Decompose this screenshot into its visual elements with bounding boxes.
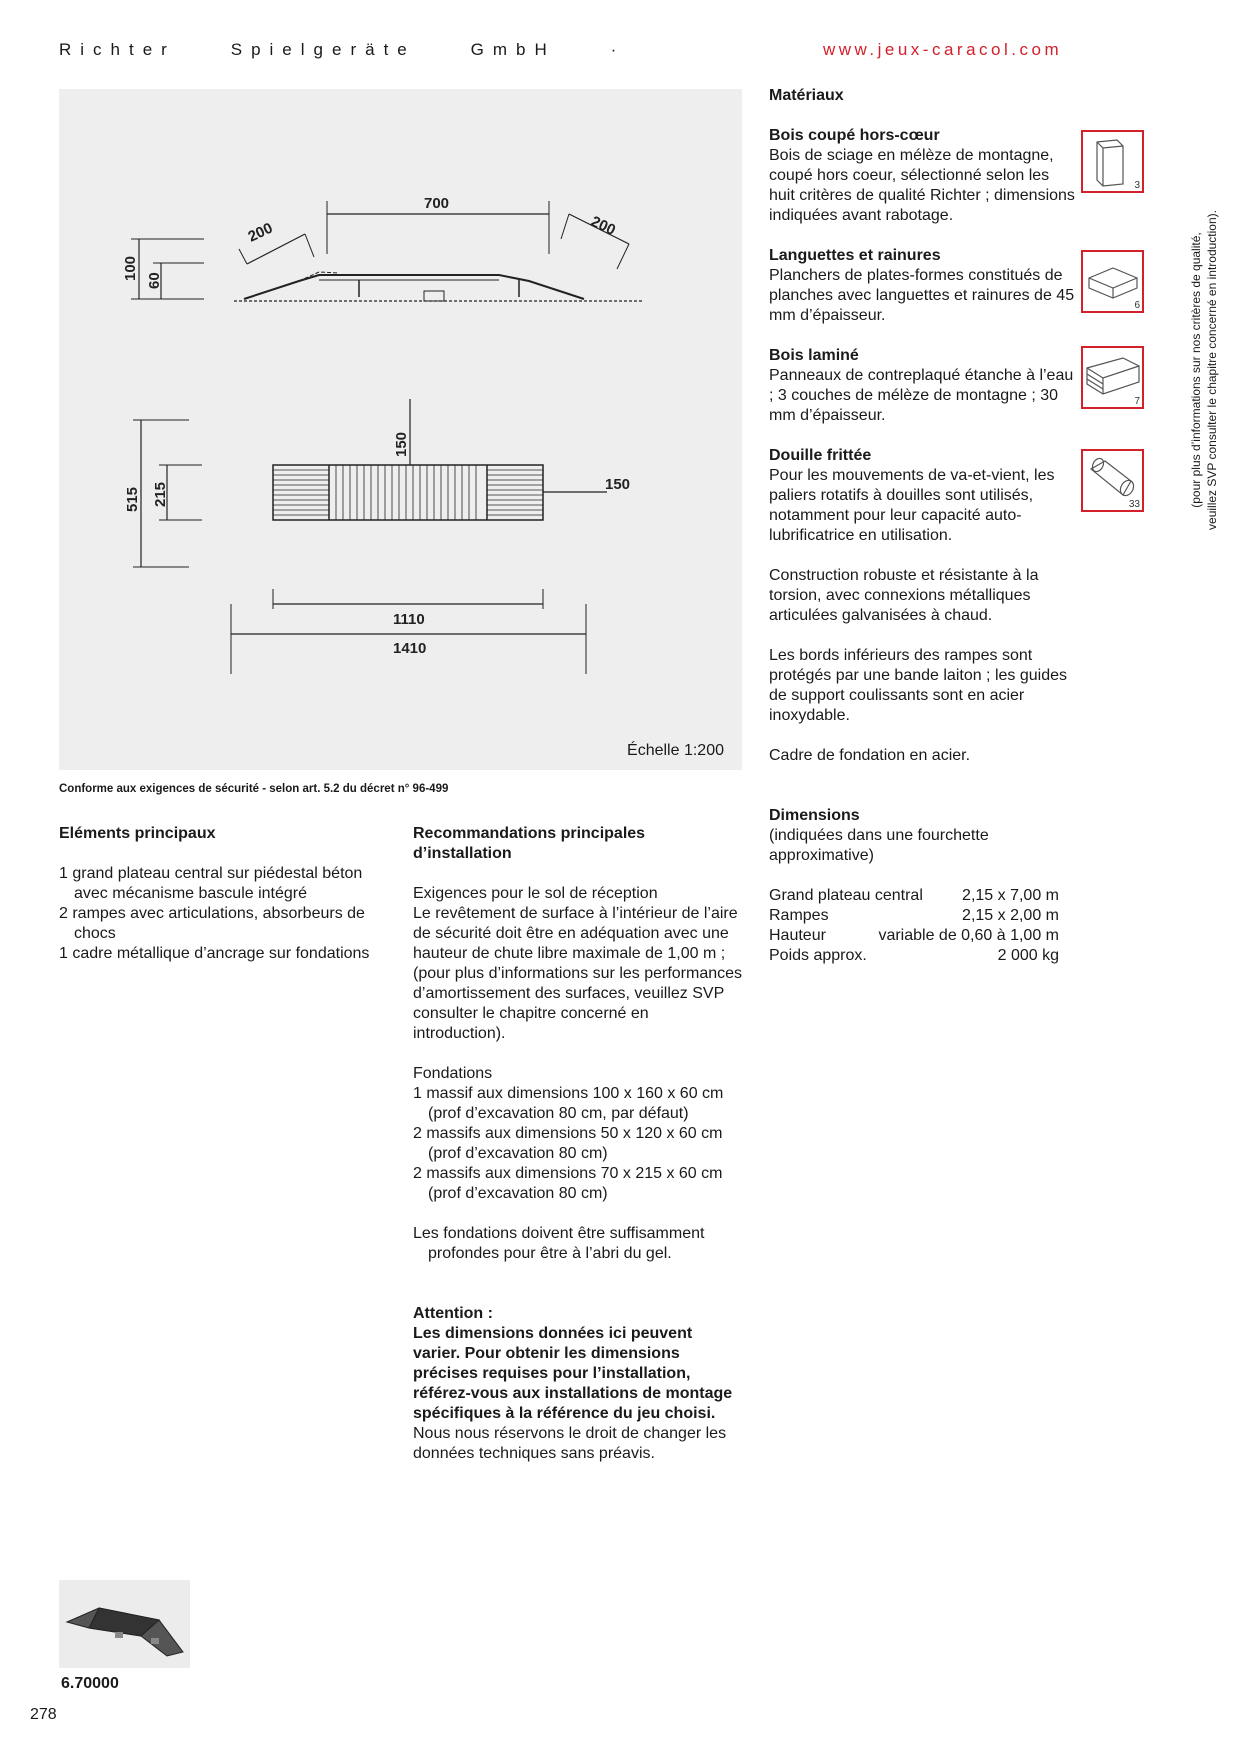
material-laminated: [769, 346, 1079, 426]
dimension-label: Rampes: [769, 907, 829, 924]
side-note: [1188, 200, 1220, 540]
material-title: Languettes et rainures: [769, 247, 941, 264]
dimension-row: [769, 946, 1059, 966]
material-text: Planchers de plates-formes constitués de planches avec languettes et rainures de 45 mm d’épaisseur.: [769, 267, 1075, 324]
dimension-label: Grand plateau central: [769, 887, 923, 904]
dim-1110: 1110: [393, 611, 425, 628]
foundations-title: Fondations: [413, 1065, 493, 1082]
dim-200-left: 200: [245, 219, 276, 246]
page-number: 278: [30, 1706, 57, 1723]
material-tongue-groove: [769, 246, 1079, 326]
icon-number: 33: [1128, 499, 1140, 510]
dimension-value: 2 000 kg: [997, 947, 1059, 964]
ground-title: Exigences pour le sol de réception: [413, 885, 658, 902]
element-item: 2 rampes avec articulations, absorbeurs de chocs: [59, 905, 365, 942]
dimensions-subtitle: (indiquées dans une fourchette approximative): [769, 827, 989, 864]
element-item: 1 cadre métallique d’ancrage sur fondations: [59, 945, 370, 962]
material-text: Bois de sciage en mélèze de montagne, coupé hors coeur, sélectionné selon les huit critères de qualité Richter ; dimensions indiquées avant rabotage.: [769, 147, 1075, 224]
frost-note: Les fondations doivent être suffisamment profondes pour être à l’abri du gel.: [413, 1225, 705, 1262]
dim-150-top: 150: [393, 431, 410, 457]
technical-drawing: [59, 89, 742, 770]
material-text: Panneaux de contreplaqué étanche à l’eau ; 3 couches de mélèze de montagne ; 30 mm d’épaisseur.: [769, 367, 1074, 424]
dimension-value: variable de 0,60 à 1,00 m: [878, 927, 1059, 944]
material-bushing: [769, 446, 1079, 546]
product-number: 6.70000: [61, 1675, 119, 1692]
plywood-icon: [1081, 346, 1144, 409]
dimension-value: 2,15 x 7,00 m: [962, 887, 1059, 904]
website-link[interactable]: www.jeux-caracol.com: [823, 40, 1063, 59]
dim-150-right: 150: [605, 476, 631, 493]
bushing-icon: [1081, 449, 1144, 512]
icon-number: 6: [1134, 300, 1140, 311]
dim-515: 515: [124, 486, 141, 512]
plan-view: [133, 399, 607, 674]
material-text: Pour les mouvements de va-et-vient, les paliers rotatifs à douilles sont utilisés, notamment pour leur capacité auto-lubrificatrice en utilisation.: [769, 467, 1055, 544]
material-title: Douille frittée: [769, 447, 872, 464]
icon-number: 3: [1134, 180, 1140, 191]
materials-title: Matériaux: [769, 87, 844, 104]
attention-title: Attention :: [413, 1305, 493, 1322]
company-name: Richter Spielgeräte GmbH ·: [59, 40, 626, 59]
material-title: Bois coupé hors-cœur: [769, 127, 940, 144]
reserve-note: Nous nous réservons le droit de changer les données techniques sans préavis.: [413, 1425, 727, 1462]
drawing-svg: [59, 89, 742, 770]
dimensions-section: [769, 806, 1079, 966]
heartwood-icon: [1081, 130, 1144, 193]
dim-215: 215: [152, 481, 169, 507]
ground-text: Le revêtement de surface à l’intérieur de l’aire de sécurité doit être en adéquation avec une hauteur de chute libre maximale de 1,00 m ; (pour plus d’informations sur les performances d’amortissement des surfaces, veuillez SVP consulter le chapitre concerné en introduction).: [413, 905, 743, 1042]
construction-note: Construction robuste et résistante à la torsion, avec connexions métalliques articulées galvanisées à chaud.: [769, 567, 1039, 624]
dim-700: 700: [424, 195, 450, 212]
material-title: Bois laminé: [769, 347, 859, 364]
dimension-row: [769, 926, 1059, 946]
dim-1410: 1410: [393, 640, 427, 657]
install-section: [413, 824, 743, 1464]
dim-100: 100: [122, 255, 139, 281]
dimension-label: Hauteur: [769, 927, 826, 944]
side-note-line: veuillez SVP consulter le chapitre concerné en introduction).: [1205, 210, 1219, 530]
elements-title: Eléments principaux: [59, 825, 216, 842]
dimension-value: 2,15 x 2,00 m: [962, 907, 1059, 924]
dim-200-right: 200: [588, 212, 619, 239]
install-title: Recommandations principales d’installation: [413, 825, 646, 862]
element-item: 1 grand plateau central sur piédestal béton avec mécanisme bascule intégré: [59, 865, 363, 902]
foundation-item: 2 massifs aux dimensions 70 x 215 x 60 cm (prof d’excavation 80 cm): [413, 1165, 723, 1202]
side-note-line: (pour plus d’informations sur nos critères de qualité,: [1189, 232, 1203, 508]
product-thumbnail: [59, 1580, 190, 1668]
drawing-scale: Échelle 1:200: [627, 742, 724, 759]
foundation-item: 1 massif aux dimensions 100 x 160 x 60 cm (prof d’excavation 80 cm, par défaut): [413, 1085, 724, 1122]
dim-60: 60: [146, 272, 163, 289]
dimension-row: [769, 886, 1059, 906]
frame-note: Cadre de fondation en acier.: [769, 747, 971, 764]
tongue-groove-icon: [1081, 250, 1144, 313]
foundation-item: 2 massifs aux dimensions 50 x 120 x 60 cm (prof d’excavation 80 cm): [413, 1125, 723, 1162]
edges-note: Les bords inférieurs des rampes sont protégés par une bande laiton ; les guides de support coulissants sont en acier inoxydable.: [769, 647, 1067, 724]
elements-section: [59, 824, 389, 964]
safety-note: Conforme aux exigences de sécurité - selon art. 5.2 du décret n° 96-499: [59, 783, 449, 795]
dimension-label: Poids approx.: [769, 947, 867, 964]
material-heartwood: [769, 126, 1079, 226]
side-view: [131, 201, 644, 301]
dimension-row: [769, 906, 1059, 926]
dimensions-title: Dimensions: [769, 807, 860, 824]
attention-text: Les dimensions données ici peuvent varier. Pour obtenir les dimensions précises requises pour l’installation, référez-vous aux installations de montage spécifiques à la référence du jeu choisi.: [413, 1325, 733, 1422]
icon-number: 7: [1134, 396, 1140, 407]
